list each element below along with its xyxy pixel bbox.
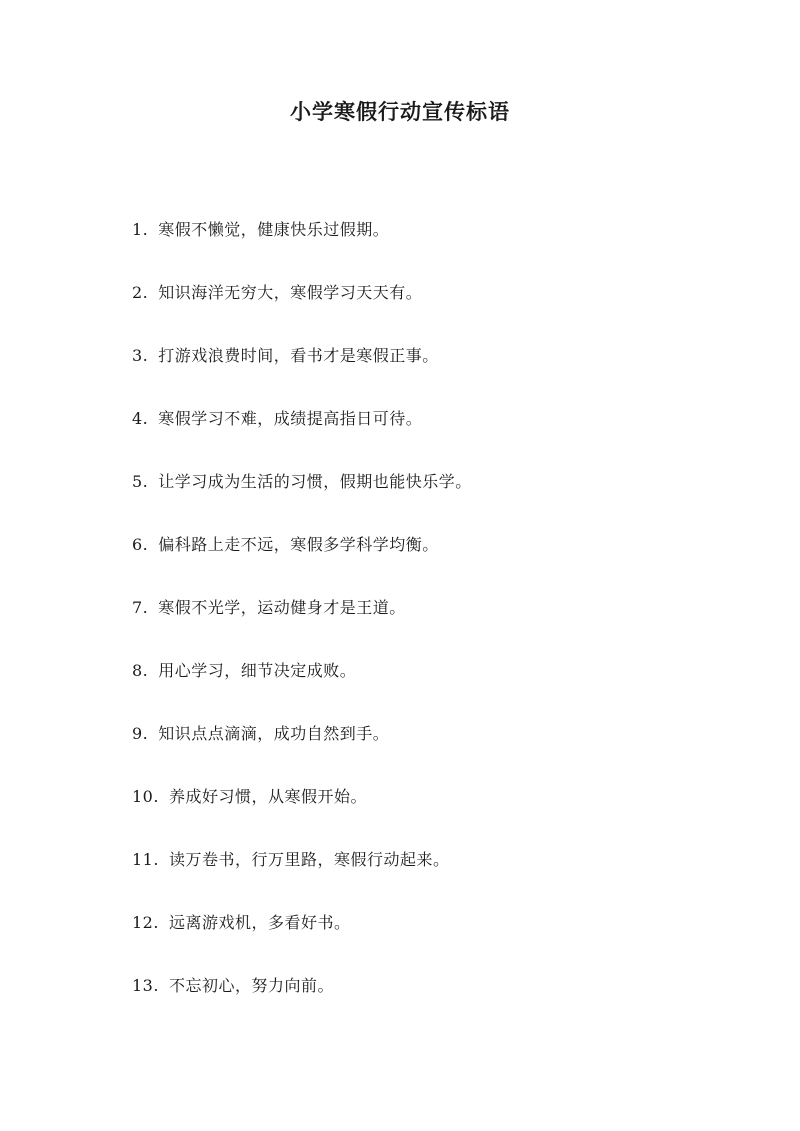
item-text: 不忘初心，努力向前。 bbox=[168, 976, 334, 995]
list-item bbox=[132, 407, 472, 470]
item-text: 让学习成为生活的习惯，假期也能快乐学。 bbox=[158, 472, 472, 491]
list-item bbox=[132, 470, 472, 533]
item-number: 6. bbox=[132, 535, 149, 554]
item-number: 2. bbox=[132, 283, 149, 302]
item-text: 知识点点滴滴，成功自然到手。 bbox=[158, 724, 390, 743]
item-text: 远离游戏机，多看好书。 bbox=[168, 913, 351, 932]
item-number: 10. bbox=[132, 787, 159, 806]
item-number: 1. bbox=[132, 220, 149, 239]
list-item bbox=[132, 848, 472, 911]
list-item bbox=[132, 974, 472, 1037]
item-number: 5. bbox=[132, 472, 149, 491]
item-number: 13. bbox=[132, 976, 159, 995]
item-text: 寒假不光学，运动健身才是王道。 bbox=[158, 598, 406, 617]
item-number: 11. bbox=[132, 850, 159, 869]
item-text: 寒假学习不难，成绩提高指日可待。 bbox=[158, 409, 423, 428]
list-item bbox=[132, 659, 472, 722]
item-number: 9. bbox=[132, 724, 149, 743]
item-text: 偏科路上走不远，寒假多学科学均衡。 bbox=[158, 535, 439, 554]
slogan-list bbox=[132, 218, 472, 1037]
page-title: 小学寒假行动宣传标语 bbox=[290, 99, 510, 124]
list-item bbox=[132, 722, 472, 785]
item-number: 3. bbox=[132, 346, 149, 365]
item-text: 寒假不懒觉，健康快乐过假期。 bbox=[158, 220, 390, 239]
item-number: 8. bbox=[132, 661, 149, 680]
list-item bbox=[132, 344, 472, 407]
item-text: 知识海洋无穷大，寒假学习天天有。 bbox=[158, 283, 423, 302]
item-number: 4. bbox=[132, 409, 149, 428]
list-item bbox=[132, 596, 472, 659]
item-number: 7. bbox=[132, 598, 149, 617]
list-item bbox=[132, 911, 472, 974]
item-text: 用心学习，细节决定成败。 bbox=[158, 661, 357, 680]
list-item bbox=[132, 533, 472, 596]
item-number: 12. bbox=[132, 913, 159, 932]
list-item bbox=[132, 785, 472, 848]
item-text: 打游戏浪费时间，看书才是寒假正事。 bbox=[158, 346, 439, 365]
item-text: 读万卷书，行万里路，寒假行动起来。 bbox=[168, 850, 450, 869]
item-text: 养成好习惯，从寒假开始。 bbox=[168, 787, 367, 806]
list-item bbox=[132, 281, 472, 344]
list-item bbox=[132, 218, 472, 281]
